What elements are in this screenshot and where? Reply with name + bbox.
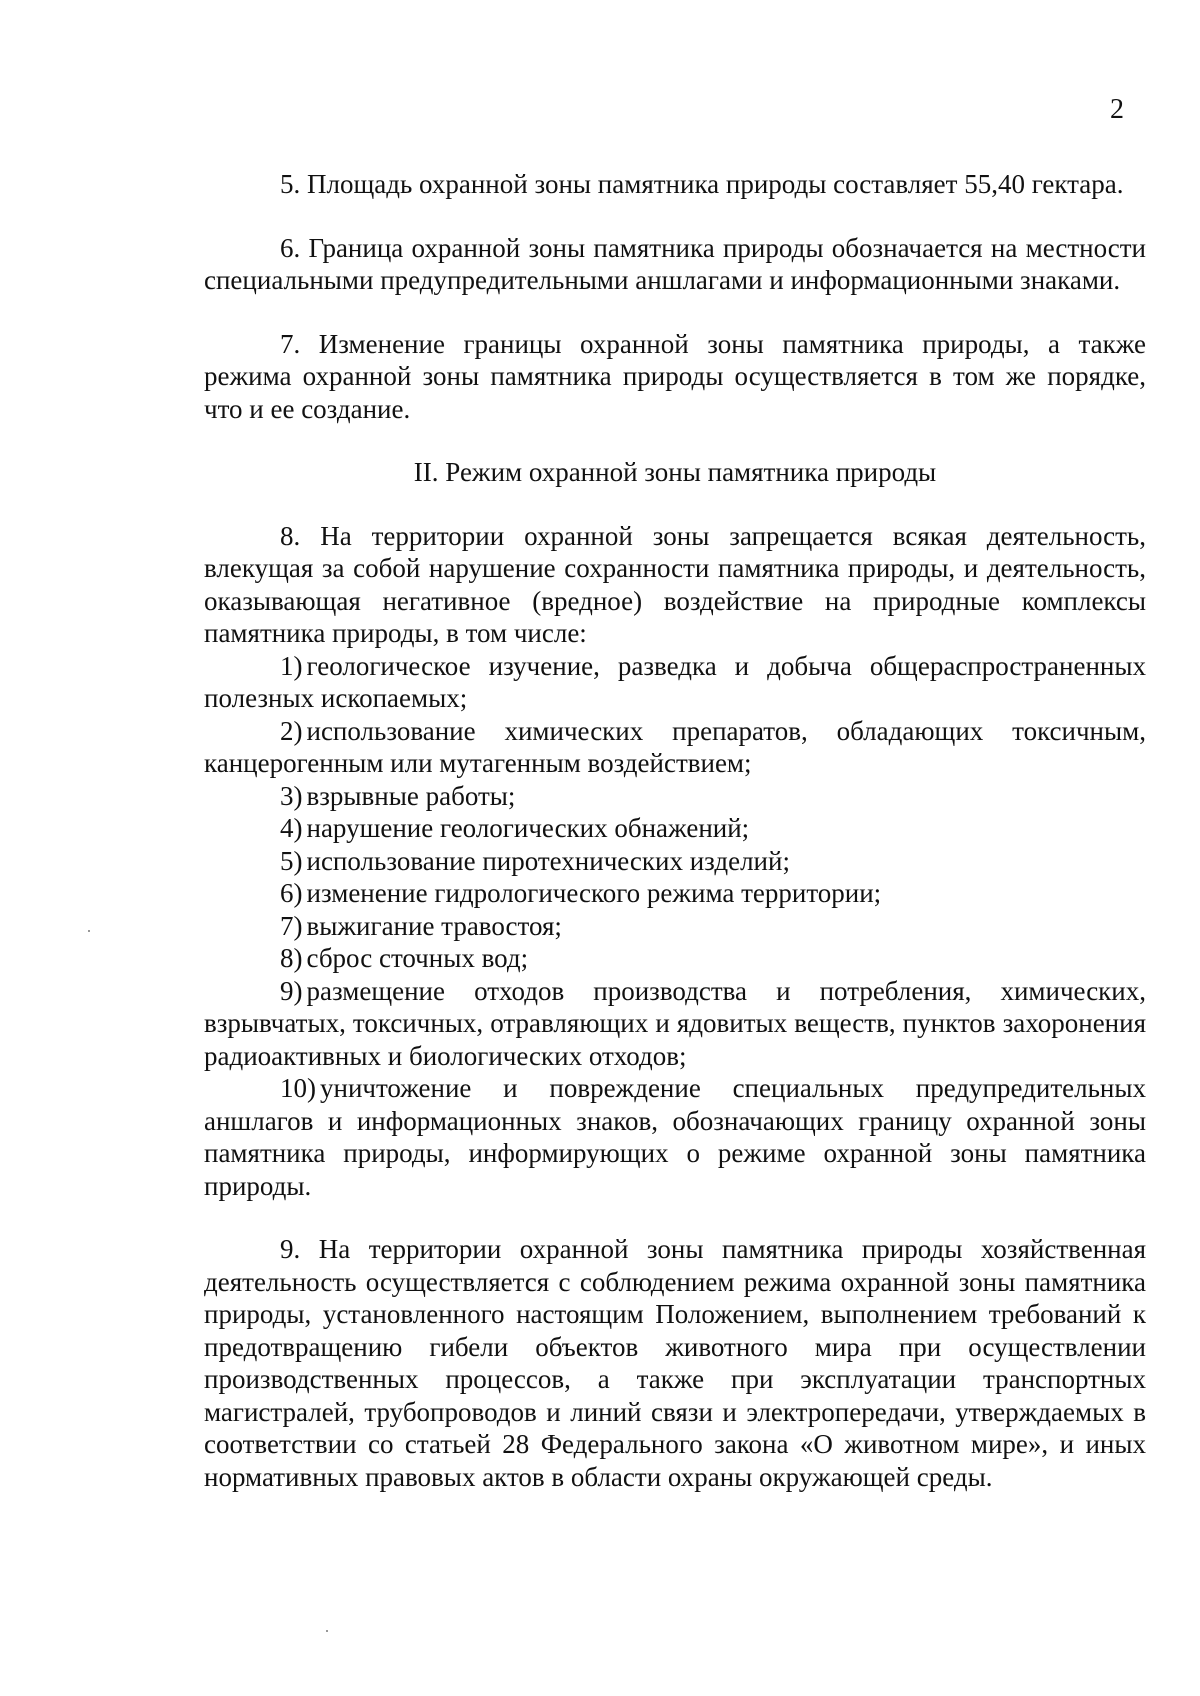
prohibited-activities-list [204,650,1146,1203]
list-item: 10) уничтожение и повреждение специальных предупредительных аншлагов и информационных знаков, обозначающих границу охранной зоны памятника природы, информирующих о режиме охранной зоны памятника природы. [204,1073,1146,1201]
page-number: 2 [1110,94,1124,125]
list-item: 1) геологическое изучение, разведка и добыча общераспространенных полезных ископаемых; [204,650,1146,713]
list-item: 7) выжигание травостоя; [280,910,562,941]
document-body [204,168,1146,1493]
paragraph-9: 9. На территории охранной зоны памятника природы хозяйственная деятельность осуществляется с соблюдением режима охранной зоны памятника природы, установленного настоящим Положением, выполнением требований к предотвращению гибели объектов животного мира при осуществлении производственных процессов, а также при эксплуатации транспортных магистралей, трубопроводов и линий связи и электропередачи, утверждаемых в соответствии со статьей 28 Федерального закона «О животном мире», и иных нормативных правовых актов в области охраны окружающей среды. [204,1234,1146,1492]
paragraph-7: 7. Изменение границы охранной зоны памятника природы, а также режима охранной зоны памятника природы осуществляется в том же порядке, что и ее создание. [204,328,1146,424]
list-item: 9) размещение отходов производства и потребления, химических, взрывчатых, токсичных, отравляющих и ядовитых веществ, пунктов захоронения радиоактивных и биологических отходов; [204,975,1146,1071]
scan-speck [88,930,90,932]
list-item: 3) взрывные работы; [280,780,516,811]
list-item: 6) изменение гидрологического режима территории; [280,878,882,908]
paragraph-5: 5. Площадь охранной зоны памятника природы составляет 55,40 гектара. [280,169,1124,199]
paragraph-8-intro: 8. На территории охранной зоны запрещается всякая деятельность, влекущая за собой нарушение сохранности памятника природы, и деятельность, оказывающая негативное (вредное) воздействие на природные комплексы памятника природы, в том числе: [204,520,1146,648]
scan-speck [326,1630,328,1632]
section-heading: II. Режим охранной зоны памятника природы [413,457,937,487]
list-item: 8) сброс сточных вод; [280,943,529,973]
list-item: 4) нарушение геологических обнажений; [280,813,750,843]
list-item: 5) использование пиротехнических изделий; [280,845,790,876]
paragraph-6: 6. Граница охранной зоны памятника природы обозначается на местности специальными предупредительными аншлагами и информационными знаками. [204,232,1146,295]
list-item: 2) использование химических препаратов, обладающих токсичным, канцерогенным или мутагенным воздействием; [204,715,1146,778]
